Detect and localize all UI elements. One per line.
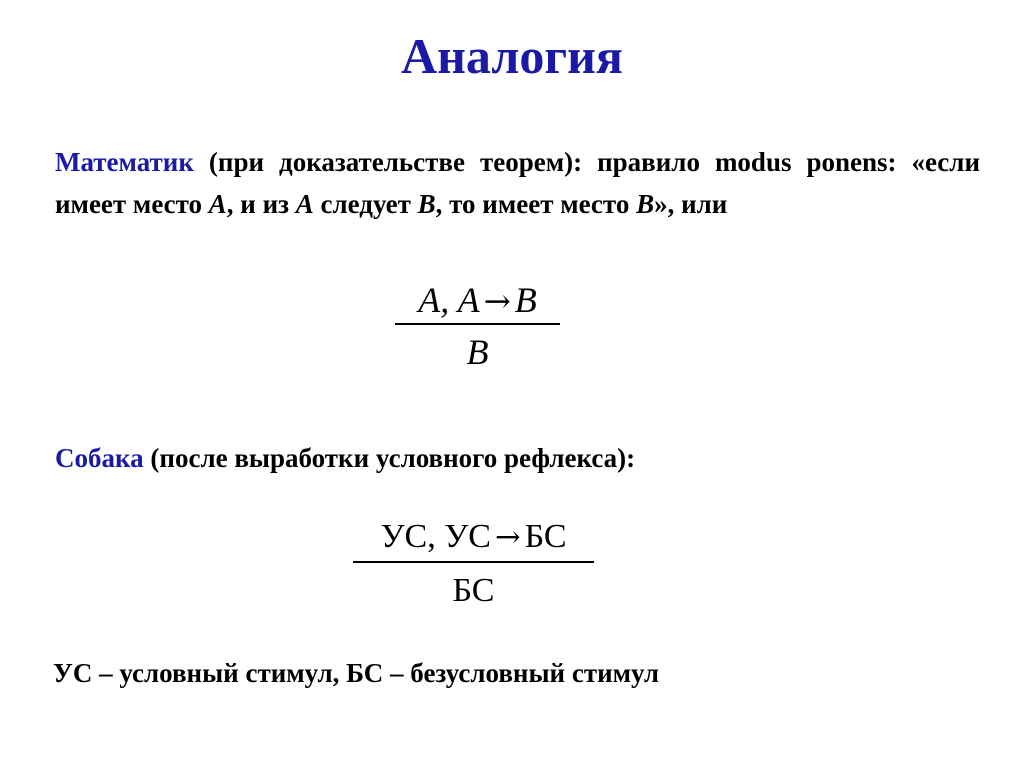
variable-a-1: A [208, 189, 227, 219]
formula-2-term-1: УС, [380, 518, 436, 555]
formula-2-term-2: УС [444, 518, 491, 555]
formula-1-comma: , [440, 280, 450, 320]
formula-1-numerator [395, 277, 560, 323]
conditioned-reflex-formula [353, 513, 594, 611]
formula-1-var-a-1: A [418, 280, 441, 320]
formula-1-denominator: B [466, 332, 489, 372]
variable-b-2: B [636, 189, 655, 219]
mathematician-text-4: , то имеет место [435, 189, 637, 219]
implication-arrow-icon: → [494, 520, 521, 555]
implication-arrow-icon: → [483, 282, 511, 320]
mathematician-text-5: », или [654, 189, 728, 219]
dog-label: Собака [55, 443, 144, 473]
formula-2-term-3: БС [524, 518, 567, 555]
mathematician-paragraph [55, 141, 980, 225]
modus-ponens-formula [395, 277, 560, 371]
mathematician-text-2: , и из [226, 189, 296, 219]
slide-title: Аналогия [401, 28, 623, 84]
dog-paragraph [55, 437, 635, 479]
dog-text: (после выработки условного рефлекса): [143, 443, 636, 473]
formula-1-var-b: B [514, 280, 537, 320]
legend-footnote: УС – условный стимул, БС – безусловный стимул [53, 658, 660, 688]
formula-2-numerator [353, 513, 594, 561]
mathematician-text-1: (при доказательстве теорем): правило modus ponens: «если имеет место [55, 147, 980, 219]
variable-a-2: A [295, 189, 314, 219]
formula-2-denominator: БС [452, 572, 495, 609]
variable-b-1: B [417, 189, 436, 219]
mathematician-text-3: следует [313, 189, 418, 219]
mathematician-label: Математик [55, 147, 194, 177]
formula-1-var-a-2: A [457, 280, 480, 320]
